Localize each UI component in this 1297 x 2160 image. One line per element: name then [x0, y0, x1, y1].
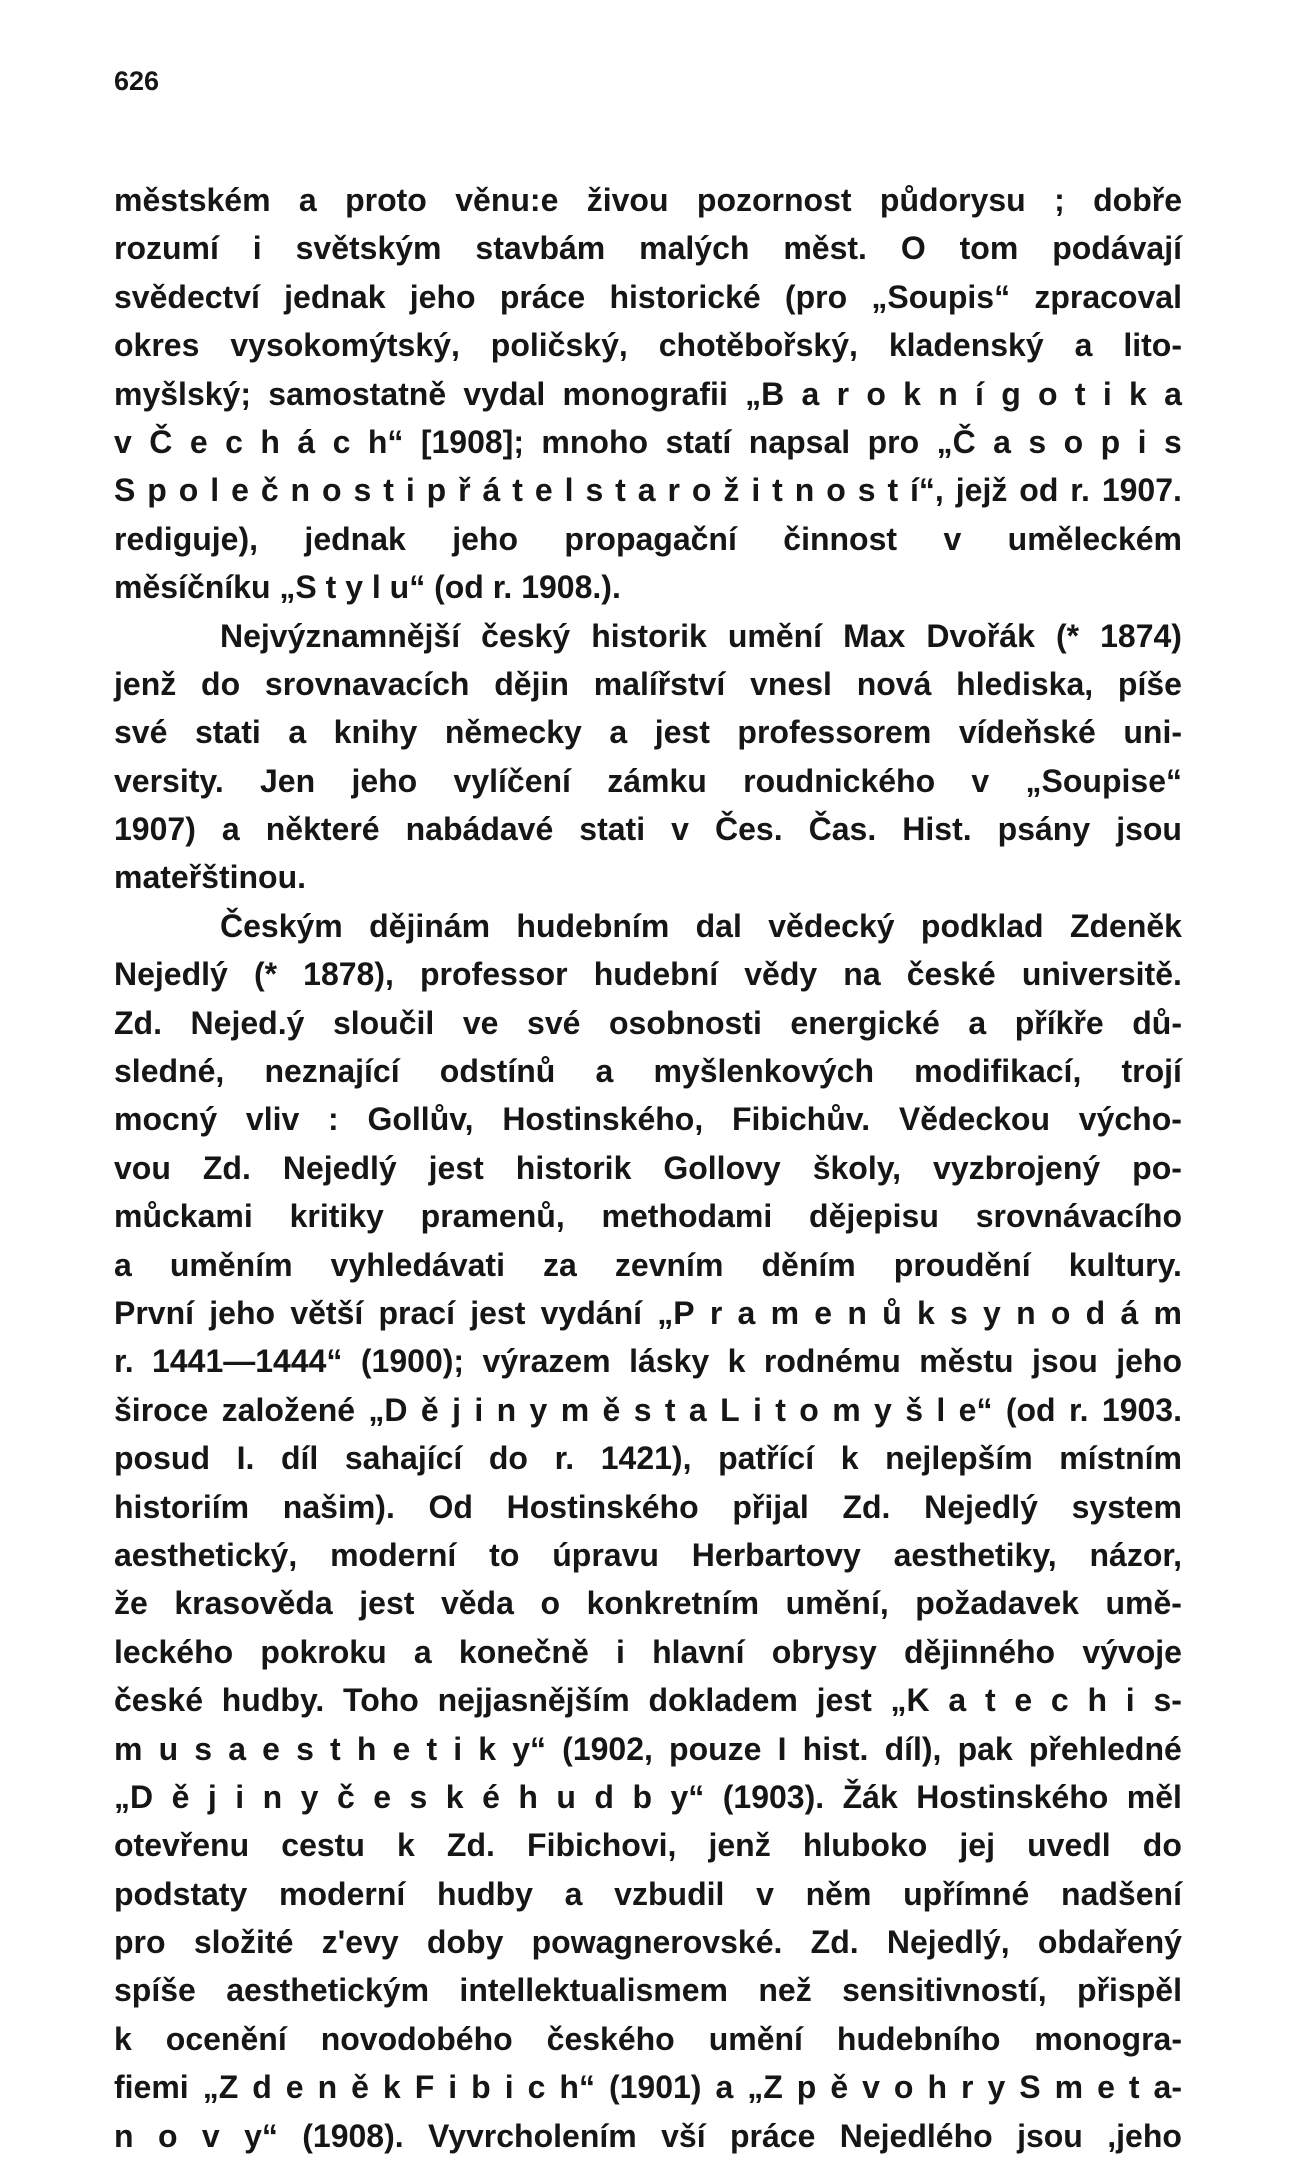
- text-line: měsíčníku „S t y l u“ (od r. 1908.).: [114, 569, 621, 606]
- text-line: že krasověda jest věda o konkretním umění, požadavek umě-: [114, 1585, 1182, 1622]
- text-line: můckami kritiky pramenů, methodami dějepisu srovnávacího: [114, 1198, 1182, 1235]
- text-line: rozumí i světským stavbám malých měst. O tom podávají: [114, 230, 1182, 267]
- text-line: a uměním vyhledávati za zevním děním proudění kultury.: [114, 1246, 1182, 1283]
- text-line: mocný vliv : Gollův, Hostinského, Fibichův. Vědeckou výcho-: [114, 1101, 1182, 1138]
- text-line: vou Zd. Nejedlý jest historik Gollovy školy, vyzbrojený po-: [114, 1149, 1182, 1186]
- text-line: S p o l e č n o s t i p ř á t e l s t a r o ž i t n o s t í“, jejž od r. 1907.: [114, 472, 1182, 509]
- text-line: svědectví jednak jeho práce historické (pro „Soupis“ zpracoval: [114, 278, 1182, 315]
- text-line: posud I. díl sahající do r. 1421), patřící k nejlepším místním: [114, 1440, 1182, 1477]
- text-line: fiemi „Z d e n ě k F i b i c h“ (1901) a „Z p ě v o h r y S m e t a-: [114, 2069, 1182, 2106]
- page-number: 626: [114, 66, 160, 96]
- body-text: [114, 176, 1182, 2160]
- text-line: versity. Jen jeho vylíčení zámku roudnického v „Soupise“: [114, 762, 1182, 799]
- text-line: Nejvýznamnější český historik umění Max Dvořák (* 1874): [220, 617, 1182, 654]
- text-line: otevřenu cestu k Zd. Fibichovi, jenž hluboko jej uvedl do: [114, 1827, 1182, 1864]
- text-line: podstaty moderní hudby a vzbudil v něm upřímné nadšení: [114, 1875, 1182, 1912]
- text-line: okres vysokomýtský, poličský, chotěbořský, kladenský a lito-: [114, 327, 1182, 364]
- text-line: široce založené „D ě j i n y m ě s t a L i t o m y š l e“ (od r. 1903.: [114, 1391, 1182, 1428]
- text-line: městském a proto věnu:e živou pozornost půdorysu ; dobře: [114, 182, 1182, 218]
- text-line: české hudby. Toho nejjasnějším dokladem jest „K a t e c h i s-: [114, 1682, 1182, 1719]
- text-line: n o v y“ (1908). Vyvrcholením vší práce Nejedlého jsou ,jeho: [114, 2117, 1182, 2154]
- text-line: jenž do srovnavacích dějin malířství vnesl nová hlediska, píše: [114, 665, 1182, 702]
- text-line: leckého pokroku a konečně i hlavní obrysy dějinného vývoje: [114, 1633, 1182, 1670]
- text-line: své stati a knihy německy a jest professorem vídeňské uni-: [114, 714, 1182, 751]
- text-line: rediguje), jednak jeho propagační činnost v uměleckém: [114, 520, 1182, 557]
- text-line: spíše aesthetickým intellektualismem než sensitivností, přispěl: [114, 1972, 1182, 2009]
- text-line: První jeho větší prací jest vydání „P r a m e n ů k s y n o d á m: [114, 1294, 1182, 1331]
- text-line: m u s a e s t h e t i k y“ (1902, pouze I hist. díl), pak přehledné: [114, 1730, 1182, 1767]
- text-line: mateřštinou.: [114, 859, 307, 896]
- text-line: historiím našim). Od Hostinského přijal Zd. Nejedlý system: [114, 1488, 1182, 1525]
- text-line: Českým dějinám hudebním dal vědecký podklad Zdeněk: [220, 907, 1182, 944]
- text-line: 1907) a některé nabádavé stati v Čes. Čas. Hist. psány jsou: [114, 811, 1182, 848]
- text-line: aesthetický, moderní to úpravu Herbartovy aesthetiky, názor,: [114, 1536, 1182, 1573]
- text-line: k ocenění novodobého českého umění hudebního monogra-: [114, 2020, 1182, 2057]
- text-line: pro složité z'evy doby powagnerovské. Zd. Nejedlý, obdařený: [114, 1924, 1182, 1961]
- text-line: v Č e c h á c h“ [1908]; mnoho statí napsal pro „Č a s o p i s: [114, 423, 1182, 460]
- text-line: „D ě j i n y č e s k é h u d b y“ (1903). Žák Hostinského měl: [114, 1778, 1182, 1815]
- text-line: Nejedlý (* 1878), professor hudební vědy na české universitě.: [114, 956, 1182, 993]
- text-line: Zd. Nejed.ý sloučil ve své osobnosti energické a příkře dů-: [114, 1004, 1182, 1041]
- text-line: myšlský; samostatně vydal monografii „B a r o k n í g o t i k a: [114, 375, 1182, 412]
- text-line: sledné, neznající odstínů a myšlenkových modifikací, trojí: [114, 1053, 1182, 1090]
- text-line: r. 1441—1444“ (1900); výrazem lásky k rodnému městu jsou jeho: [114, 1343, 1182, 1380]
